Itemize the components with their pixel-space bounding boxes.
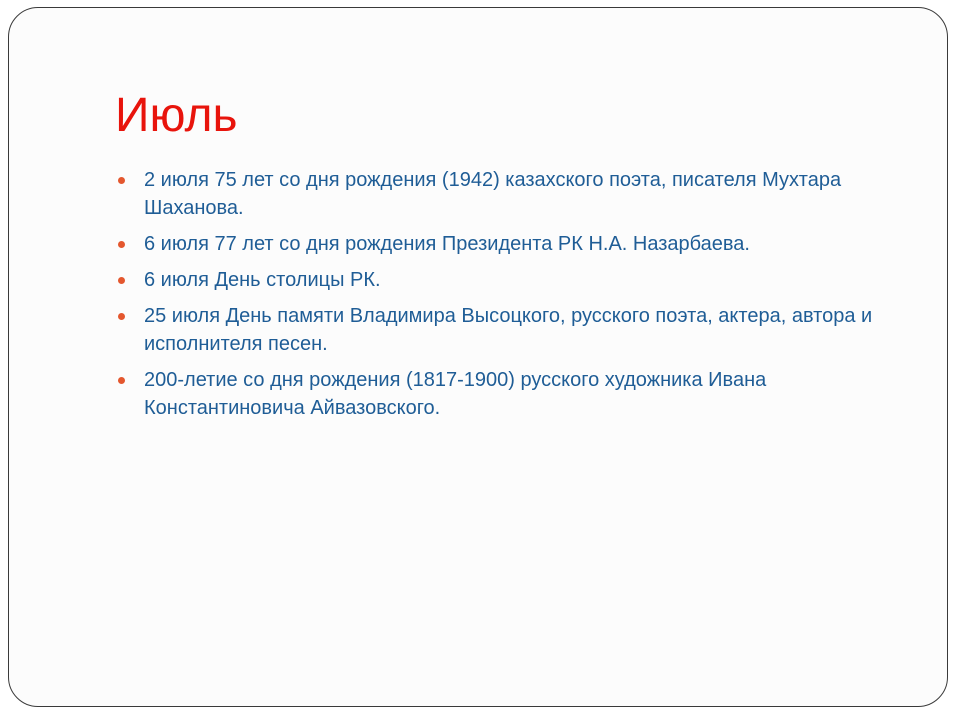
slide-title: Июль xyxy=(115,89,238,142)
bullet-dot-icon xyxy=(118,177,125,184)
list-item-text: 200-летие со дня рождения (1817-1900) русского художника Ивана Константиновича Айвазовского. xyxy=(144,369,767,419)
bullet-list xyxy=(114,166,904,430)
list-item xyxy=(114,266,904,294)
list-item-text: 6 июля 77 лет со дня рождения Президента РК Н.А. Назарбаева. xyxy=(144,233,750,255)
bullet-dot-icon xyxy=(118,277,125,284)
slide-frame xyxy=(8,7,948,707)
list-item-text: 6 июля День столицы РК. xyxy=(144,269,381,291)
bullet-dot-icon xyxy=(118,241,125,248)
bullet-dot-icon xyxy=(118,313,125,320)
list-item xyxy=(114,302,904,358)
list-item-text: 25 июля День памяти Владимира Высоцкого, русского поэта, актера, автора и исполнителя песен. xyxy=(144,305,873,355)
list-item xyxy=(114,230,904,258)
list-item-text: 2 июля 75 лет со дня рождения (1942) казахского поэта, писателя Мухтара Шаханова. xyxy=(144,169,842,219)
list-item xyxy=(114,166,904,222)
list-item xyxy=(114,366,904,422)
bullet-dot-icon xyxy=(118,377,125,384)
